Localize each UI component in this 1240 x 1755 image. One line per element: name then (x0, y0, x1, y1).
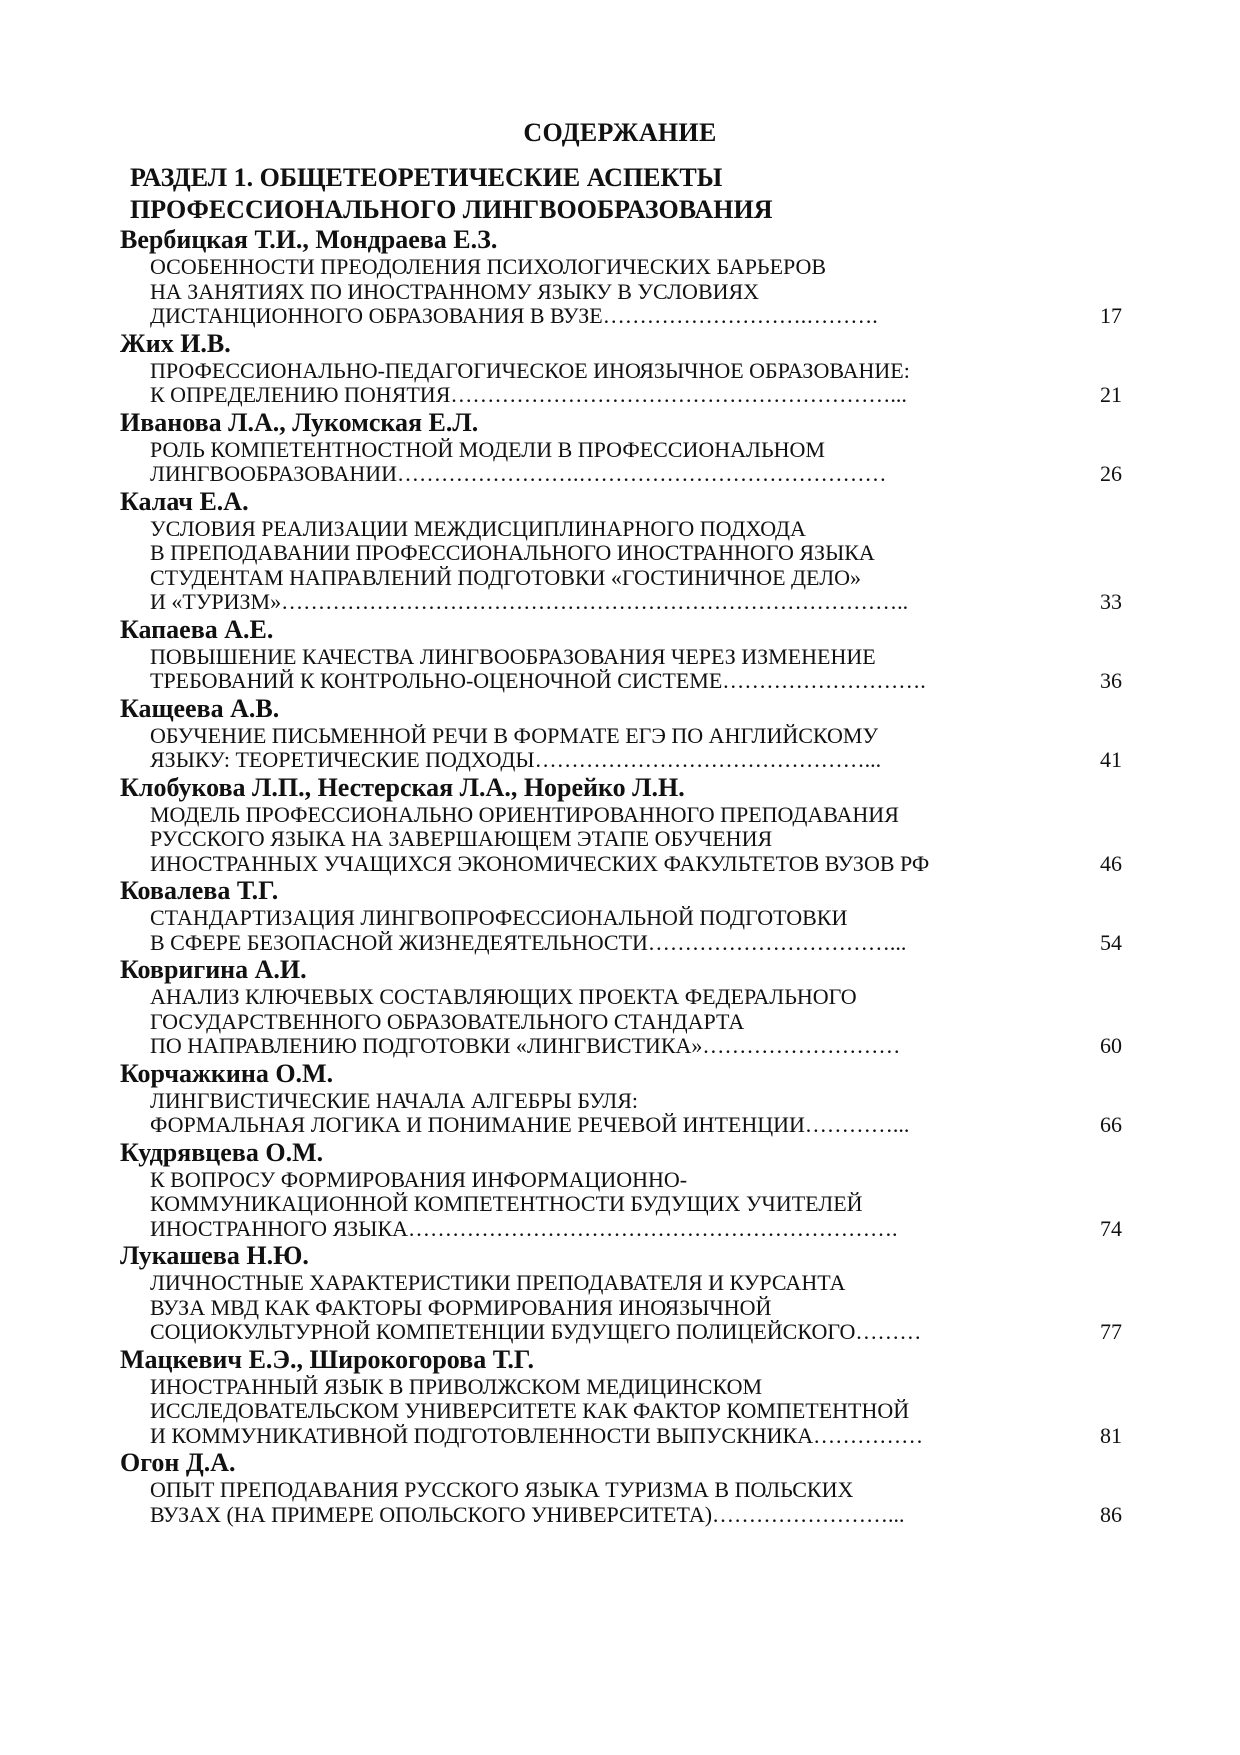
entry-title-line (0, 1089, 1240, 1114)
entry-title-text: ПРОФЕССИОНАЛЬНО-ПЕДАГОГИЧЕСКОЕ ИНОЯЗЫЧНОЕ ОБРАЗОВАНИЕ: (150, 357, 910, 383)
entry-title-line (0, 1478, 1240, 1503)
entry-title-line (0, 517, 1240, 542)
entry-authors: Мацкевич Е.Э., Широкогорова Т.Г. (120, 1344, 535, 1374)
toc-entry (0, 955, 1240, 1059)
entry-title-text: МОДЕЛЬ ПРОФЕССИОНАЛЬНО ОРИЕНТИРОВАННОГО ПРЕПОДАВАНИЯ (150, 801, 899, 827)
toc-entry (0, 615, 1240, 694)
entry-title-line (0, 1168, 1240, 1193)
entry-authors: Лукашева Н.Ю. (120, 1241, 309, 1270)
entry-title-line (0, 462, 1240, 487)
entry-title-text: ПО НАПРАВЛЕНИЮ ПОДГОТОВКИ «ЛИНГВИСТИКА»……………………… (150, 1033, 901, 1058)
entry-title-line (0, 255, 1240, 280)
entry-title-text: ЛИНГВИСТИЧЕСКИЕ НАЧАЛА АЛГЕБРЫ БУЛЯ: (150, 1087, 638, 1113)
entry-page-number: 60 (1100, 1033, 1122, 1058)
entry-title-text: ЯЗЫКУ: ТЕОРЕТИЧЕСКИЕ ПОДХОДЫ………………………………………... (150, 747, 882, 772)
entry-title-line (0, 645, 1240, 670)
entry-title-text: СТАНДАРТИЗАЦИЯ ЛИНГВОПРОФЕССИОНАЛЬНОЙ ПОДГОТОВКИ (150, 905, 848, 930)
entry-title-text: ДИСТАНЦИОННОГО ОБРАЗОВАНИЯ В ВУЗЕ……………………….………. (150, 303, 878, 328)
entry-title-line (0, 748, 1240, 773)
entry-title-line (0, 724, 1240, 749)
toc-title: СОДЕРЖАНИЕ (523, 118, 717, 147)
entry-title-text: ИНОСТРАННОГО ЯЗЫКА…………………………………………………………. (150, 1215, 898, 1241)
entry-title-line (0, 438, 1240, 463)
entry-title-text: ГОСУДАРСТВЕННОГО ОБРАЗОВАТЕЛЬНОГО СТАНДАРТА (150, 1008, 745, 1034)
entry-title-text: В ПРЕПОДАВАНИИ ПРОФЕССИОНАЛЬНОГО ИНОСТРАННОГО ЯЗЫКА (150, 540, 875, 565)
entry-title-text: КОММУНИКАЦИОННОЙ КОМПЕТЕНТНОСТИ БУДУЩИХ УЧИТЕЛЕЙ (150, 1191, 863, 1216)
entry-title-text: И КОММУНИКАТИВНОЙ ПОДГОТОВЛЕННОСТИ ВЫПУСКНИКА…………… (150, 1422, 924, 1448)
entry-title-line (0, 1217, 1240, 1242)
entry-title-line (0, 1192, 1240, 1217)
entry-title-text: К ОПРЕДЕЛЕНИЮ ПОНЯТИЯ……………………………………………………... (150, 382, 907, 407)
entry-authors: Кудрявцева О.М. (120, 1137, 324, 1167)
entry-title-line (0, 669, 1240, 694)
entry-title-text: РОЛЬ КОМПЕТЕНТНОСТНОЙ МОДЕЛИ В ПРОФЕССИОНАЛЬНОМ (150, 436, 825, 462)
entry-authors: Ковалева Т.Г. (120, 876, 279, 905)
entry-authors: Клобукова Л.П., Нестерская Л.А., Норейко Л.Н. (120, 772, 685, 802)
toc-entry (0, 329, 1240, 408)
entry-title-line (0, 359, 1240, 384)
section-heading (130, 162, 1030, 226)
entry-title-line (0, 1399, 1240, 1424)
entry-authors: Иванова Л.А., Лукомская Е.Л. (120, 407, 479, 437)
entry-page-number: 21 (1100, 382, 1122, 407)
entry-title-text: И «ТУРИЗМ»………………………………………………………………………….. (150, 589, 909, 614)
entry-title-line (0, 1424, 1240, 1449)
section-heading-line: РАЗДЕЛ 1. ОБЩЕТЕОРЕТИЧЕСКИЕ АСПЕКТЫ (130, 163, 723, 192)
entry-title-line (0, 1113, 1240, 1138)
entry-title-line (0, 1296, 1240, 1321)
section-heading-line: ПРОФЕССИОНАЛЬНОГО ЛИНГВООБРАЗОВАНИЯ (130, 195, 773, 224)
entry-authors: Корчажкина О.М. (120, 1058, 334, 1088)
entry-page-number: 66 (1100, 1112, 1122, 1137)
entry-title-text: ФОРМАЛЬНАЯ ЛОГИКА И ПОНИМАНИЕ РЕЧЕВОЙ ИНТЕНЦИИ…………... (150, 1112, 910, 1137)
entry-title-line (0, 541, 1240, 566)
toc-entry (0, 487, 1240, 615)
entry-title-text: ЛИЧНОСТНЫЕ ХАРАКТЕРИСТИКИ ПРЕПОДАВАТЕЛЯ И КУРСАНТА (150, 1270, 846, 1295)
entry-title-text: ВУЗАХ (НА ПРИМЕРЕ ОПОЛЬСКОГО УНИВЕРСИТЕТА)……………………... (150, 1501, 905, 1527)
entry-title-line (0, 304, 1240, 329)
toc-entry (0, 408, 1240, 487)
entry-title-line (0, 1503, 1240, 1528)
entry-title-line (0, 590, 1240, 615)
entry-title-line (0, 1320, 1240, 1345)
toc-entry (0, 773, 1240, 877)
entry-title-text: ВУЗА МВД КАК ФАКТОРЫ ФОРМИРОВАНИЯ ИНОЯЗЫЧНОЙ (150, 1294, 772, 1320)
entry-title-text: К ВОПРОСУ ФОРМИРОВАНИЯ ИНФОРМАЦИОННО- (150, 1166, 688, 1192)
entry-title-text: ИНОСТРАННЫХ УЧАЩИХСЯ ЭКОНОМИЧЕСКИХ ФАКУЛЬТЕТОВ ВУЗОВ РФ (150, 850, 930, 876)
entry-authors: Кащеева А.В. (120, 693, 280, 723)
entry-page-number: 77 (1100, 1319, 1122, 1344)
entry-authors: Ковригина А.И. (120, 955, 307, 984)
toc-entry (0, 1345, 1240, 1449)
entry-title-text: ОПЫТ ПРЕПОДАВАНИЯ РУССКОГО ЯЗЫКА ТУРИЗМА В ПОЛЬСКИХ (150, 1477, 854, 1502)
entry-page-number: 74 (1100, 1215, 1122, 1241)
entry-title-line (0, 906, 1240, 931)
entry-title-line (0, 985, 1240, 1010)
entry-authors: Огон Д.А. (120, 1448, 236, 1477)
toc-entries (0, 225, 1240, 1527)
entry-title-text: НА ЗАНЯТИЯХ ПО ИНОСТРАННОМУ ЯЗЫКУ В УСЛОВИЯХ (150, 278, 760, 304)
entry-title-line (0, 383, 1240, 408)
entry-page-number: 41 (1100, 747, 1122, 772)
entry-page-number: 17 (1100, 303, 1122, 328)
toc-entry (0, 1241, 1240, 1345)
toc-entry (0, 1059, 1240, 1138)
entry-title-line (0, 827, 1240, 852)
entry-page-number: 54 (1100, 929, 1122, 955)
entry-title-line (0, 1271, 1240, 1296)
entry-title-text: ТРЕБОВАНИЙ К КОНТРОЛЬНО-ОЦЕНОЧНОЙ СИСТЕМЕ………………………. (150, 668, 926, 693)
entry-title-text: ПОВЫШЕНИЕ КАЧЕСТВА ЛИНГВООБРАЗОВАНИЯ ЧЕРЕЗ ИЗМЕНЕНИЕ (150, 643, 876, 669)
toc-entry (0, 876, 1240, 955)
entry-title-text: ОБУЧЕНИЕ ПИСЬМЕННОЙ РЕЧИ В ФОРМАТЕ ЕГЭ ПО АНГЛИЙСКОМУ (150, 722, 879, 748)
entry-page-number: 26 (1100, 461, 1122, 486)
entry-title-line (0, 1010, 1240, 1035)
entry-title-text: АНАЛИЗ КЛЮЧЕВЫХ СОСТАВЛЯЮЩИХ ПРОЕКТА ФЕДЕРАЛЬНОГО (150, 984, 857, 1009)
entry-authors: Калач Е.А. (120, 486, 249, 516)
entry-page-number: 81 (1100, 1422, 1122, 1448)
entry-title-text: ЛИНГВООБРАЗОВАНИИ…………………….…………………………………… (150, 461, 887, 486)
entry-authors: Капаева А.Е. (120, 614, 274, 644)
entry-title-line (0, 280, 1240, 305)
entry-title-text: СОЦИОКУЛЬТУРНОЙ КОМПЕТЕНЦИИ БУДУЩЕГО ПОЛИЦЕЙСКОГО……… (150, 1319, 922, 1344)
entry-title-text: УСЛОВИЯ РЕАЛИЗАЦИИ МЕЖДИСЦИПЛИНАРНОГО ПОДХОДА (150, 515, 806, 541)
entry-title-line (0, 1375, 1240, 1400)
entry-title-text: СТУДЕНТАМ НАПРАВЛЕНИЙ ПОДГОТОВКИ «ГОСТИНИЧНОЕ ДЕЛО» (150, 564, 862, 590)
toc-entry (0, 1138, 1240, 1242)
toc-entry (0, 694, 1240, 773)
entry-page-number: 86 (1100, 1501, 1122, 1527)
toc-entry (0, 1448, 1240, 1527)
entry-title-line (0, 852, 1240, 877)
entry-title-text: ИНОСТРАННЫЙ ЯЗЫК В ПРИВОЛЖСКОМ МЕДИЦИНСКОМ (150, 1373, 763, 1399)
entry-title-line (0, 931, 1240, 956)
entry-title-line (0, 803, 1240, 828)
entry-title-text: РУССКОГО ЯЗЫКА НА ЗАВЕРШАЮЩЕМ ЭТАПЕ ОБУЧЕНИЯ (150, 826, 773, 851)
entry-authors: Жих И.В. (120, 328, 231, 358)
entry-title-line (0, 566, 1240, 591)
entry-title-text: ИССЛЕДОВАТЕЛЬСКОМ УНИВЕРСИТЕТЕ КАК ФАКТОР КОМПЕТЕНТНОЙ (150, 1398, 910, 1423)
entry-page-number: 36 (1100, 668, 1122, 693)
entry-page-number: 33 (1100, 589, 1122, 614)
entry-title-line (0, 1034, 1240, 1059)
entry-title-text: В СФЕРЕ БЕЗОПАСНОЙ ЖИЗНЕДЕЯТЕЛЬНОСТИ……………………………... (150, 929, 907, 955)
entry-page-number: 46 (1100, 850, 1122, 876)
entry-title-text: ОСОБЕННОСТИ ПРЕОДОЛЕНИЯ ПСИХОЛОГИЧЕСКИХ БАРЬЕРОВ (150, 254, 827, 279)
toc-entry (0, 225, 1240, 329)
entry-authors: Вербицкая Т.И., Мондраева Е.З. (120, 225, 498, 254)
